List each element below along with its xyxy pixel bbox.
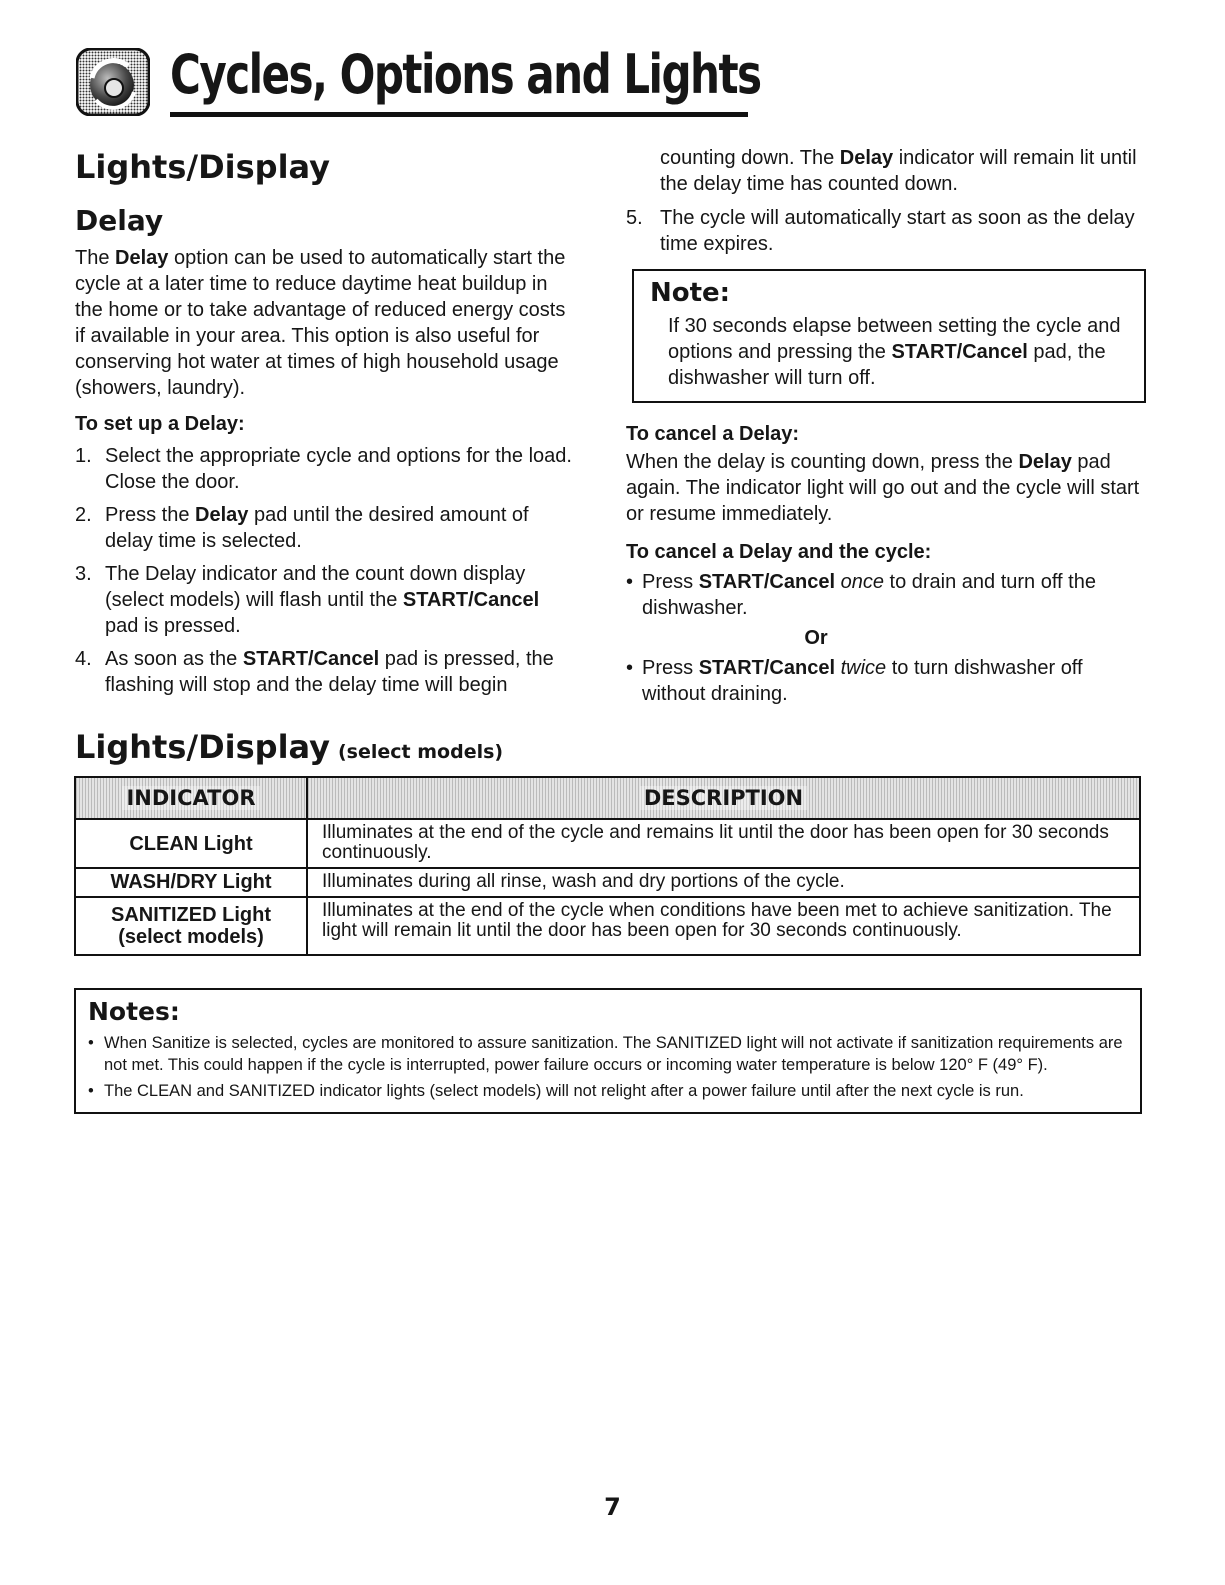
description-cell: Illuminates during all rinse, wash and dry portions of the cycle. <box>307 868 1140 897</box>
list-item <box>88 1032 1126 1076</box>
indicator-cell <box>75 897 307 955</box>
cancel-delay-heading: To cancel a Delay: <box>626 423 800 445</box>
cancel-bold: Delay <box>1018 451 1072 473</box>
table-row <box>75 897 1140 955</box>
table-row <box>75 819 1140 868</box>
bullet-dot: • <box>88 1034 94 1052</box>
cancel-text-start: When the delay is counting down, press the <box>626 451 1019 473</box>
step-text: counting down. The <box>660 147 840 169</box>
lights-title-main: Lights/Display <box>75 728 330 766</box>
notes-box <box>74 988 1142 1114</box>
list-item <box>75 646 575 698</box>
description-cell: Illuminates at the end of the cycle and remains lit until the door has been open for 30 seconds continuously. <box>307 819 1140 868</box>
step-text: pad until the desired amount of delay time is selected. <box>105 504 529 552</box>
bullet-bold: START/Cancel <box>698 657 836 679</box>
step-text: indicator will remain lit until the delay time has counted down. <box>660 147 1137 195</box>
note-text: When Sanitize is selected, cycles are monitored to assure sanitization. The SANITIZED light will not activate if sanitization requirements are not met. This could happen if the cycle is interrupted, power failure occurs or incoming water temperature is below 120° F (49° F). <box>104 1034 1123 1074</box>
step-number: 1. <box>75 445 92 467</box>
step-text: As soon as the <box>105 648 243 670</box>
step-text: pad is pressed. <box>105 615 241 637</box>
table-row <box>75 868 1140 897</box>
bullet-text: to drain and turn off the dishwasher. <box>642 571 1096 619</box>
list-item <box>626 569 1146 621</box>
cancel-delay-cycle-heading: To cancel a Delay and the cycle: <box>626 541 932 563</box>
indicator-lights-table <box>74 776 1141 956</box>
step-text: The Delay indicator and the count down display (select models) will flash until the <box>105 563 526 611</box>
bullet-text: Press <box>642 657 699 679</box>
step-text: The cycle will automatically start as soon as the delay time expires. <box>660 207 1135 255</box>
column-header-description <box>307 777 1140 819</box>
intro-text-rest: option can be used to automatically start the cycle at a later time to reduce daytime heat buildup in the home or to take advantage of reduced energy costs if available in your area. This option is also useful for conserving hot water at times of high household usage (showers, laundry). <box>75 247 566 399</box>
list-item <box>626 655 1146 707</box>
note-text: The CLEAN and SANITIZED indicator lights (select models) will not relight after a power failure until after the next cycle is run. <box>104 1082 1024 1100</box>
bullet-bold: START/Cancel <box>698 571 836 593</box>
bullet-dot: • <box>88 1082 94 1100</box>
intro-text-start: The <box>75 247 116 269</box>
dishwasher-cycle-icon <box>76 48 150 116</box>
section-title-lights-display: Lights/Display <box>75 148 330 186</box>
step-number: 5. <box>626 207 643 229</box>
step-bold: Delay <box>839 147 894 169</box>
header-label: INDICATOR <box>122 786 259 810</box>
list-item <box>626 205 1146 257</box>
cancel-delay-text <box>626 449 1146 527</box>
page-header <box>76 38 761 120</box>
indicator-sub: (select models) <box>118 926 264 948</box>
lights-title-suffix: (select models) <box>338 741 504 763</box>
note-title: Note: <box>650 278 731 308</box>
bullet-text: to turn dishwasher off without draining. <box>642 657 1083 705</box>
list-item <box>75 443 575 495</box>
notes-title: Notes: <box>88 997 180 1026</box>
note-text-start: If 30 seconds elapse between setting the cycle and options and pressing the <box>668 315 1121 363</box>
bullet-text: Press <box>642 571 699 593</box>
delay-intro-paragraph <box>75 245 575 401</box>
note-text <box>668 313 1130 391</box>
intro-bold-delay: Delay <box>115 247 169 269</box>
description-cell: Illuminates at the end of the cycle when conditions have been met to achieve sanitization. The light will remain lit until the door has been open for 30 seconds continuously. <box>307 897 1140 955</box>
step-text: Select the appropriate cycle and options for the load. Close the door. <box>105 445 572 493</box>
list-item <box>75 502 575 554</box>
bullet-dot: • <box>626 571 634 593</box>
bullet-dot: • <box>626 657 634 679</box>
step4-continued <box>626 145 1146 197</box>
setup-steps-continued <box>626 205 1146 257</box>
page-number: 7 <box>604 1493 621 1521</box>
left-column <box>75 145 575 705</box>
cancel-text-end: pad again. The indicator light will go out and the cycle will start or resume immediately. <box>626 451 1140 525</box>
header-label: DESCRIPTION <box>640 786 807 810</box>
note-text-end: pad, the dishwasher will turn off. <box>668 341 1106 389</box>
subsection-title-delay: Delay <box>75 204 164 237</box>
note-box <box>632 269 1146 403</box>
step-bold: START/Cancel <box>402 589 540 611</box>
bullet-italic: once <box>840 571 884 593</box>
setup-delay-heading: To set up a Delay: <box>75 413 245 435</box>
step-text: Press the <box>105 504 196 526</box>
step-text: pad is pressed, the flashing will stop and the delay time will begin <box>105 648 554 696</box>
bullet-italic: twice <box>840 657 887 679</box>
page-title: Cycles, Options and Lights <box>170 43 761 106</box>
setup-steps-list <box>75 443 575 698</box>
list-item <box>75 561 575 639</box>
step-number: 4. <box>75 648 92 670</box>
indicator-name: SANITIZED Light <box>111 904 271 926</box>
column-header-indicator <box>75 777 307 819</box>
or-separator: Or <box>804 627 828 649</box>
step-number: 3. <box>75 563 92 585</box>
lights-display-title <box>75 728 503 766</box>
table-header-row <box>75 777 1140 819</box>
indicator-cell: CLEAN Light <box>75 819 307 868</box>
title-underline <box>170 112 748 117</box>
note-bold: START/Cancel <box>891 341 1028 363</box>
step-bold: Delay <box>195 504 249 526</box>
right-column <box>626 145 1146 707</box>
step-number: 2. <box>75 504 92 526</box>
step-bold: START/Cancel <box>242 648 380 670</box>
indicator-cell: WASH/DRY Light <box>75 868 307 897</box>
list-item <box>88 1080 1126 1102</box>
